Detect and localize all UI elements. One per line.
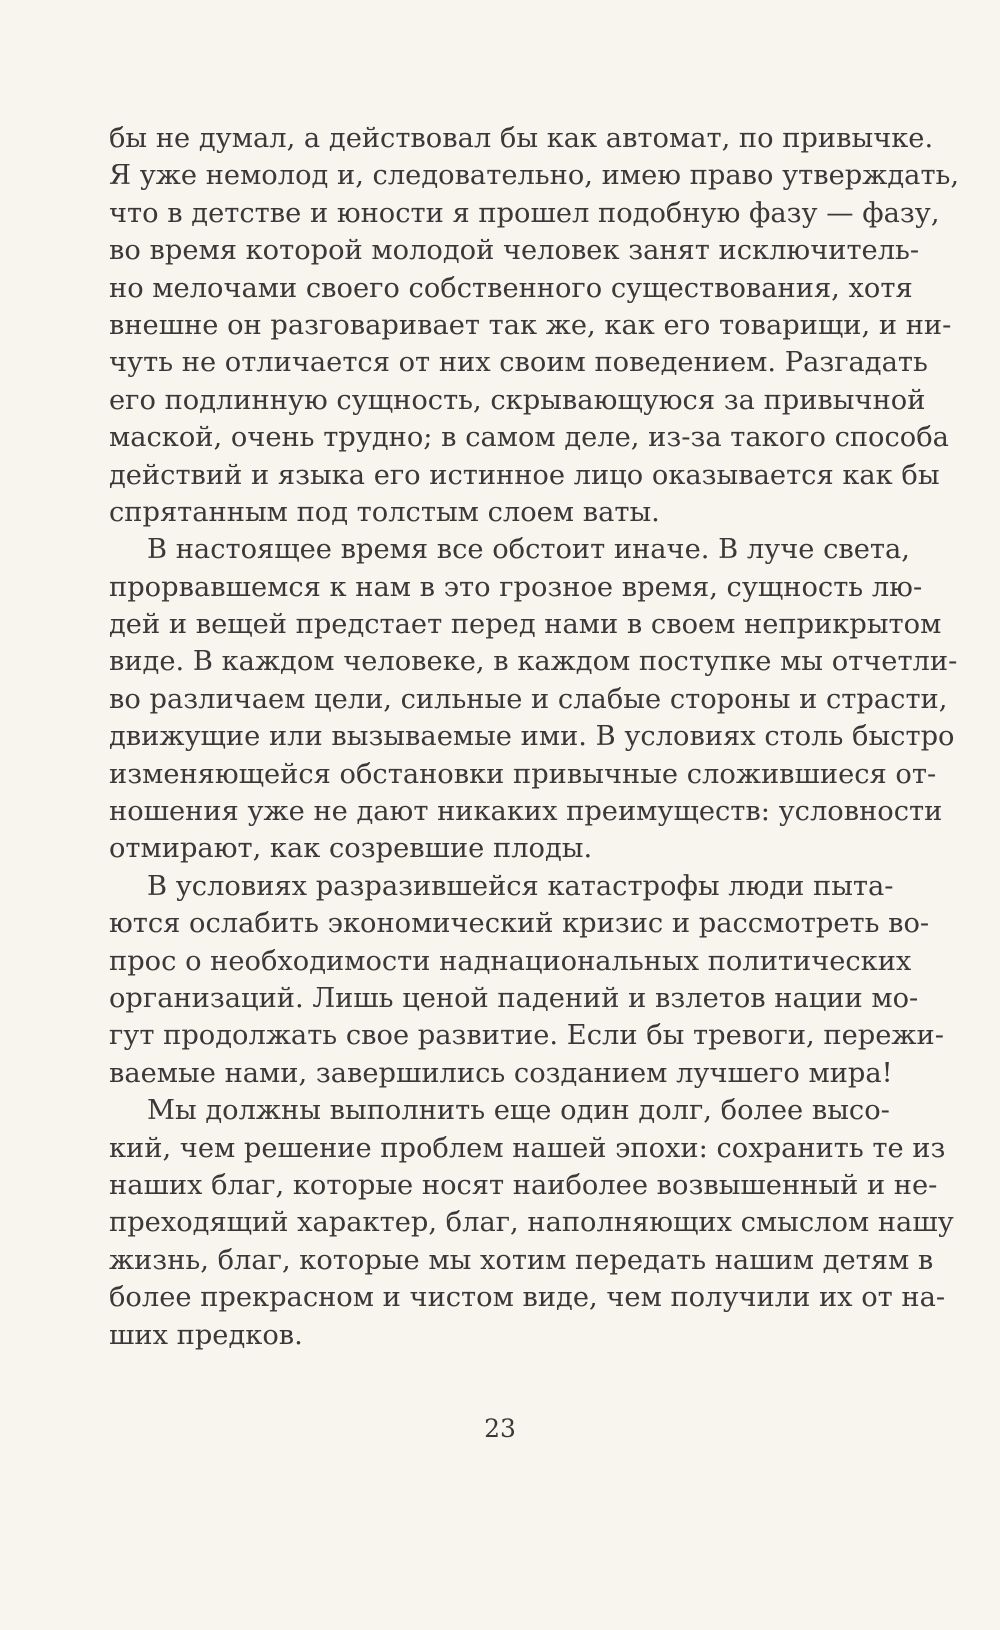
text-line: внешне он разговаривает так же, как его товарищи, и ни-: [109, 309, 952, 341]
text-line: В настоящее время все обстоит иначе. В луче света,: [147, 534, 910, 566]
text-line: спрятанным под толстым слоем ваты.: [109, 496, 660, 528]
text-line: кий, чем решение проблем нашей эпохи: сохранить те из: [109, 1132, 946, 1164]
text-line: во время которой молодой человек занят исключитель-: [109, 235, 920, 267]
text-line: наших благ, которые носят наиболее возвышенный и не-: [109, 1169, 938, 1201]
text-line: жизнь, благ, которые мы хотим передать нашим детям в: [109, 1244, 934, 1276]
text-line: Мы должны выполнить еще один долг, более высо-: [147, 1095, 890, 1127]
text-line: бы не думал, а действовал бы как автомат, по привычке.: [109, 123, 934, 154]
text-line: но мелочами своего собственного существования, хотя: [109, 272, 913, 304]
text-line: прорвавшемся к нам в это грозное время, сущность лю-: [109, 571, 923, 603]
text-line: действий и языка его истинное лицо оказывается как бы: [109, 459, 940, 491]
text-line: организаций. Лишь ценой падений и взлетов нации мо-: [109, 982, 919, 1014]
text-line: чуть не отличается от них своим поведением. Разгадать: [109, 347, 928, 379]
text-line: виде. В каждом человеке, в каждом поступке мы отчетли-: [109, 646, 958, 678]
text-line: что в детстве и юности я прошел подобную фазу — фазу,: [109, 197, 940, 229]
text-line: ших предков.: [109, 1319, 303, 1351]
body-text: [109, 120, 960, 1354]
text-line: дей и вещей предстает перед нами в своем неприкрытом: [109, 609, 942, 641]
text-line: прос о необходимости наднациональных политических: [109, 945, 912, 977]
text-line: отмирают, как созревшие плоды.: [109, 833, 593, 865]
text-line: маской, очень трудно; в самом деле, из-за такого способа: [109, 422, 949, 454]
text-line: ваемые нами, завершились созданием лучшего мира!: [109, 1057, 893, 1089]
text-line: движущие или вызываемые ими. В условиях столь быстро: [109, 721, 955, 753]
text-line: ются ослабить экономический кризис и рассмотреть во-: [109, 908, 930, 940]
text-line: изменяющейся обстановки привычные сложившиеся от-: [109, 758, 937, 790]
text-line: его подлинную сущность, скрывающуюся за привычной: [109, 384, 926, 416]
text-line: ношения уже не дают никаких преимуществ: условности: [109, 796, 943, 828]
text-line: преходящий характер, благ, наполняющих смыслом нашу: [109, 1207, 954, 1239]
page-number: 23: [484, 1414, 516, 1443]
text-line: Я уже немолод и, следовательно, имею право утверждать,: [109, 160, 960, 192]
text-line: В условиях разразившейся катастрофы люди пыта-: [147, 870, 894, 902]
text-line: во различаем цели, сильные и слабые стороны и страсти,: [109, 683, 948, 715]
text-line: более прекрасном и чистом виде, чем получили их от на-: [109, 1282, 946, 1314]
text-line: гут продолжать свое развитие. Если бы тревоги, пережи-: [109, 1020, 944, 1052]
